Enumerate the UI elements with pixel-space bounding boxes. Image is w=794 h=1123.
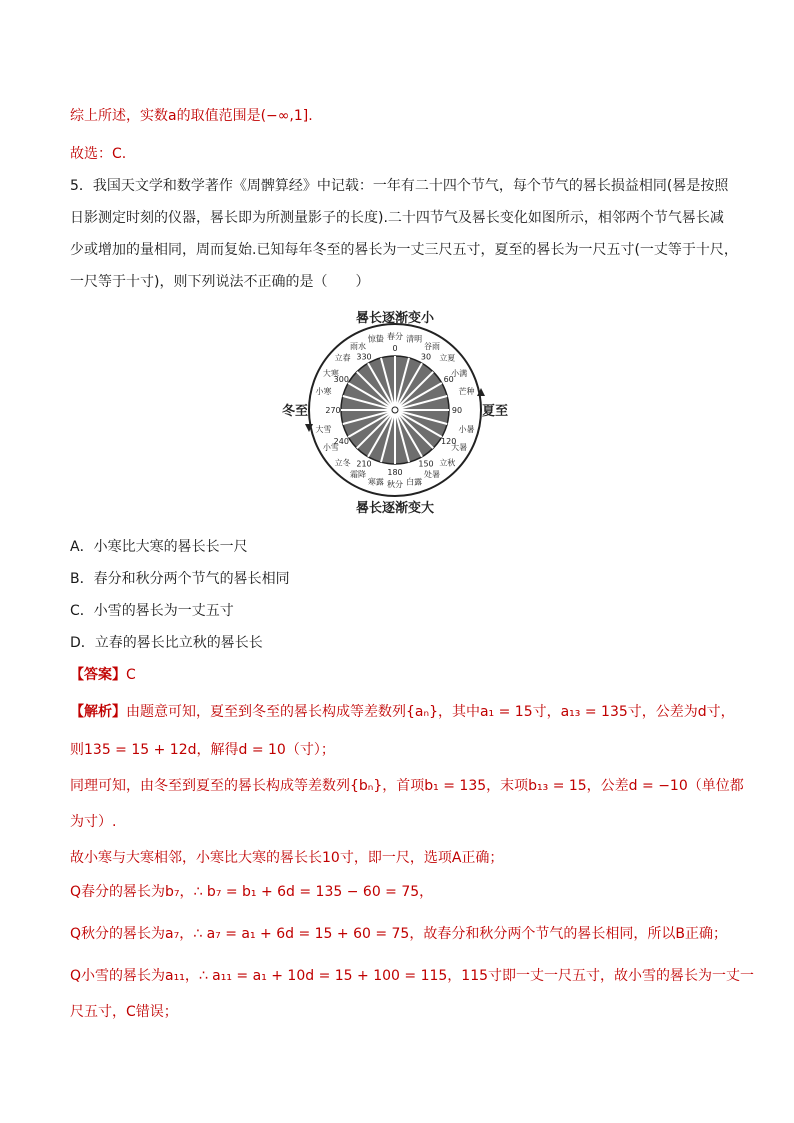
solar-term-label: 小暑 xyxy=(458,425,475,435)
gnomon-length-label: 120 xyxy=(441,437,457,446)
answer-tag: 【答案】 xyxy=(70,667,126,683)
solar-term-label: 小雪 xyxy=(322,443,339,452)
analysis-line-1 xyxy=(70,702,735,722)
solar-term-label: 清明 xyxy=(406,334,423,344)
question-line-2: 日影测定时刻的仪器，晷长即为所测量影子的长度).二十四节气及晷长变化如图所示，相邻两个节气晷长减 xyxy=(70,210,724,226)
solar-term-label: 春分 xyxy=(387,332,403,341)
question-line-3: 少或增加的量相同，周而复始.已知每年冬至的晷长为一丈三尺五寸，夏至的晷长为一尺五寸(一丈等于十尺， xyxy=(70,242,738,258)
option-d: D．立春的晷长比立秋的晷长长 xyxy=(70,635,263,651)
solar-term-label: 白露 xyxy=(406,477,423,487)
choice-line: 故选：C. xyxy=(70,146,127,162)
solar-term-label: 处暑 xyxy=(424,470,440,480)
gnomon-length-label: 270 xyxy=(325,406,341,415)
gnomon-length-label: 240 xyxy=(333,437,349,446)
solar-term-label: 惊蛰 xyxy=(367,334,384,344)
analysis-line-6: Q春分的晷长为b₇，∴ b₇ = b₁ + 6d = 135 − 60 = 75， xyxy=(70,884,434,900)
solar-term-label: 立冬 xyxy=(334,458,351,468)
solar-term-label: 寒露 xyxy=(367,477,384,487)
winter-solstice-label: 冬至 xyxy=(282,404,309,419)
solar-term-label: 霜降 xyxy=(350,470,366,480)
solar-term-label: 立春 xyxy=(334,353,351,363)
gnomon-length-label: 90 xyxy=(451,406,463,415)
answer-line xyxy=(70,665,136,685)
gnomon-length-label: 150 xyxy=(418,459,434,469)
solar-term-label: 大寒 xyxy=(322,369,339,378)
solar-term-label: 小寒 xyxy=(315,386,332,396)
option-a: A．小寒比大寒的晷长长一尺 xyxy=(70,539,248,555)
solar-term-label: 立夏 xyxy=(439,353,456,363)
option-b: B．春分和秋分两个节气的晷长相同 xyxy=(70,571,290,587)
gnomon-length-label: 180 xyxy=(387,468,403,477)
analysis-line-3: 同理可知，由冬至到夏至的晷长构成等差数列{bₙ}，首项b₁ = 135，末项b₁₃ = 15，公差d = −10（单位都 xyxy=(70,778,744,794)
analysis-line-7: Q秋分的晷长为a₇，∴ a₇ = a₁ + 6d = 15 + 60 = 75，故春分和秋分两个节气的晷长相同，所以B正确； xyxy=(70,926,727,942)
gnomon-length-label: 60 xyxy=(443,375,454,384)
analysis-tag: 【解析】 xyxy=(70,704,126,720)
solar-term-label: 芒种 xyxy=(458,386,475,396)
summer-solstice-label: 夏至 xyxy=(482,404,509,419)
answer-value: C xyxy=(126,667,136,683)
bottom-caption: 晷长逐渐变大 xyxy=(355,501,435,516)
analysis-line-8: Q小雪的晷长为a₁₁，∴ a₁₁ = a₁ + 10d = 15 + 100 = 115，115寸即一丈一尺五寸，故小雪的晷长为一丈一 xyxy=(70,968,755,984)
analysis-text-1: 由题意可知，夏至到冬至的晷长构成等差数列{aₙ}，其中a₁ = 15寸，a₁₃ = 135寸，公差为d寸， xyxy=(126,704,735,720)
analysis-line-4: 为寸）. xyxy=(70,814,117,830)
solar-term-label: 大雪 xyxy=(315,425,332,435)
solar-term-label: 秋分 xyxy=(387,480,403,489)
solar-term-label: 大暑 xyxy=(451,443,468,452)
solar-term-label: 立秋 xyxy=(439,458,456,468)
solar-term-label: 谷雨 xyxy=(424,341,440,351)
solar-terms-diagram xyxy=(278,308,518,528)
analysis-line-9: 尺五寸，C错误； xyxy=(70,1004,178,1020)
solar-term-label: 小满 xyxy=(451,369,468,378)
question-line-4: 一尺等于十寸)，则下列说法不正确的是（ ） xyxy=(70,274,370,290)
gnomon-length-label: 30 xyxy=(420,352,432,362)
top-caption: 晷长逐渐变小 xyxy=(355,311,435,326)
option-c: C．小雪的晷长为一丈五寸 xyxy=(70,603,234,619)
solar-term-label: 雨水 xyxy=(350,341,366,351)
gnomon-length-label: 210 xyxy=(356,459,372,469)
analysis-line-2: 则135 = 15 + 12d，解得d = 10（寸）； xyxy=(70,742,335,758)
gnomon-length-label: 300 xyxy=(333,375,349,384)
gnomon-length-label: 0 xyxy=(392,344,398,353)
analysis-line-5: 故小寒与大寒相邻，小寒比大寒的晷长长10寸，即一尺，选项A正确； xyxy=(70,850,504,866)
summary-line: 综上所述，实数a的取值范围是(−∞,1]. xyxy=(70,108,313,124)
question-line-1: 5．我国天文学和数学著作《周髀算经》中记载：一年有二十四个节气，每个节气的晷长损益相同(晷是按照 xyxy=(70,178,729,194)
gnomon-length-label: 330 xyxy=(356,352,372,362)
